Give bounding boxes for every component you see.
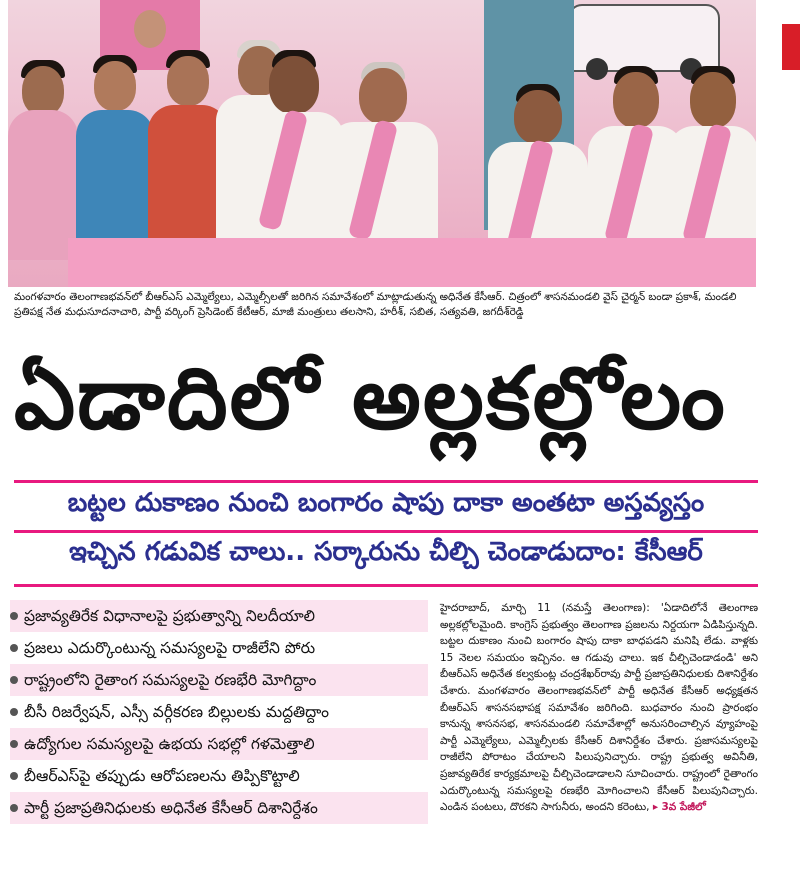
list-item bbox=[10, 664, 428, 696]
headline: ఏడాదిలో అల్లకల్లోలం bbox=[14, 349, 727, 449]
bullet-icon bbox=[10, 676, 18, 684]
highlights-list bbox=[10, 600, 428, 824]
list-item-text: రాష్ట్రంలోని రైతాంగ సమస్యలపై రణభేరి మోగిద్దాం bbox=[24, 671, 317, 689]
list-item-text: ప్రజావ్యతిరేక విధానాలపై ప్రభుత్వాన్ని నిలదీయాలి bbox=[24, 607, 315, 625]
article-body bbox=[440, 600, 758, 816]
divider bbox=[14, 530, 758, 533]
list-item bbox=[10, 792, 428, 824]
list-item-text: బీసీ రిజర్వేషన్‌, ఎస్సీ వర్గీకరణ బిల్లులకు మద్దతిద్దాం bbox=[24, 703, 329, 721]
bullet-icon bbox=[10, 772, 18, 780]
list-item bbox=[10, 632, 428, 664]
bullet-icon bbox=[10, 612, 18, 620]
list-item bbox=[10, 760, 428, 792]
subheadline-2: ఇచ్చిన గడువిక చాలు.. సర్కారును చీల్చి చెండాడుదాం: కేసీఆర్‌ bbox=[69, 537, 703, 567]
bullet-icon bbox=[10, 708, 18, 716]
divider bbox=[14, 480, 758, 483]
bullet-icon bbox=[10, 804, 18, 812]
bullet-icon bbox=[10, 740, 18, 748]
article-text: హైదరాబాద్‌, మార్చి 11 (నమస్తే తెలంగాణ): 'ఏడాదిలోనే తెలంగాణ అల్లకల్లోలమైంది. కాంగ్రెస్‌ ప్రభుత్వం తెలంగాణ ప్రజలను నిర్దయగా ఏడిపిస్తున్నది. బట్టల దుకాణం నుంచి బంగారం షాపు దాకా బాధపడని మనిషి లేడు. వాళ్లకు 15 నెలల సమయం ఇచ్చినం. ఆ గడువు చాలు. ఇక చీల్చిచెండాడండి' అని బీఆర్‌ఎస్‌ అధినేత కల్వకుంట్ల చంద్రశేఖర్‌రావు పార్టీ ప్రజాప్రతినిధులకు దిశానిర్దేశం చేశారు. మంగళవారం తెలంగాణభవన్‌లో పార్టీ అధినేత కేసీఆర్‌ అధ్యక్షతన బీఆర్‌ఎస్‌ శాసనసభాపక్ష సమావేశం జరిగింది. బుధవారం నుంచి ప్రారంభం కానున్న శాసనసభ, శాసనమండలి సమావేశాల్లో అనుసరించాల్సిన వ్యూహంపై పార్టీ ఎమ్మెల్యేలు, ఎమ్మెల్సీలకు కేసీఆర్‌ దిశానిర్దేశం చేశారు. ప్రజాసమస్యలపై రాజీలేని పోరాటం చేయాలని పిలుపునిచ్చారు. రాష్ట్ర ప్రభుత్వ అవినీతి, ప్రజావ్యతిరేక కార్యక్రమాలపై చీల్చిచెండాడాలని సూచించారు. రాష్ట్రంలో రైతాంగం ఎదుర్కొంటున్న సమస్యలపై రణభేరి మోగించాలని కేసీఆర్‌ పిలుపునిచ్చారు. ఎండిన పంటలు, దొరకని సాగునీరు, అందని కరెంటు, bbox=[440, 602, 758, 814]
continued-link[interactable]: 3వ పేజీలో bbox=[661, 801, 706, 814]
arrow-icon: ▸ bbox=[652, 801, 659, 814]
list-item-text: ఉద్యోగుల సమస్యలపై ఉభయ సభల్లో గళమెత్తాలి bbox=[24, 735, 315, 753]
list-item-text: ప్రజలు ఎదుర్కొంటున్న సమస్యలపై రాజీలేని పోరు bbox=[24, 639, 316, 657]
divider bbox=[14, 584, 758, 587]
conference-table bbox=[68, 238, 756, 287]
edge-marker bbox=[782, 24, 800, 70]
list-item bbox=[10, 600, 428, 632]
list-item-text: బీఆర్‌ఎస్‌పై తప్పుడు ఆరోపణలను తిప్పికొట్టాలి bbox=[24, 767, 300, 785]
list-item-text: పార్టీ ప్రజాప్రతినిధులకు అధినేత కేసీఆర్‌ దిశానిర్దేశం bbox=[24, 799, 318, 817]
bullet-icon bbox=[10, 644, 18, 652]
car-illustration bbox=[568, 4, 720, 72]
list-item bbox=[10, 728, 428, 760]
list-item bbox=[10, 696, 428, 728]
news-photo bbox=[8, 0, 756, 287]
photo-caption: మంగళవారం తెలంగాణభవన్‌లో బీఆర్‌ఎస్‌ ఎమ్మెల్యేలు, ఎమ్మెల్సీలతో జరిగిన సమావేశంలో మాట్లాడుతున్న అధినేత కేసీఆర్‌. చిత్రంలో శాసనమండలి వైస్‌ చైర్మన్‌ బండా ప్రకాశ్‌, మండలి ప్రతిపక్ష నేత మధుసూదనాచారి, పార్టీ వర్కింగ్‌ ప్రెసిడెంట్‌ కేటీఆర్‌, మాజీ మంత్రులు తలసాని, హరీశ్‌, సబిత, సత్యవతి, జగదీశ్‌రెడ్డి bbox=[14, 291, 737, 318]
subheadline-1: బట్టల దుకాణం నుంచి బంగారం షాపు దాకా అంతటా అస్తవ్యస్తం bbox=[67, 488, 705, 518]
